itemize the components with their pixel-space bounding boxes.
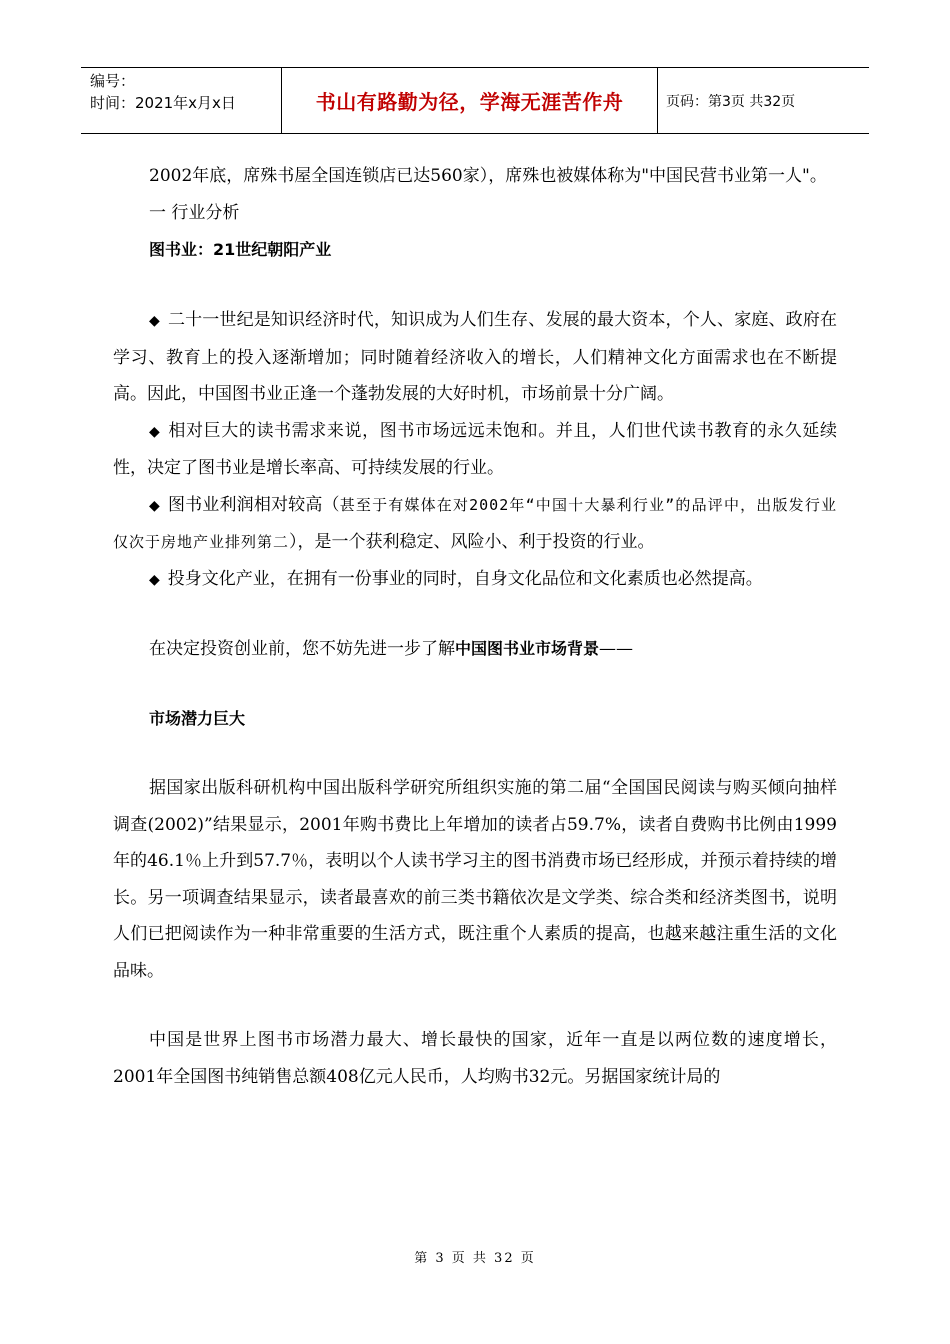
bullet-text-1: 二十一世纪是知识经济时代，知识成为人们生存、发展的最大资本，个人、家庭、政府在学习、教育上的投入逐渐增加；同时随着经济收入的增长，人们精神文化方面需求也在不断提高。因此，中国图书业正逢一个蓬勃发展的大好时机，市场前景十分广阔。 <box>113 310 837 404</box>
page-footer: 第 3 页 共 32 页 <box>414 1251 536 1266</box>
bullet-text-4: 投身文化产业，在拥有一份事业的同时，自身文化品位和文化素质也必然提高。 <box>167 568 763 589</box>
document-body <box>113 158 837 1095</box>
diamond-bullet-icon: ◆ <box>149 571 160 588</box>
lead-emphasis: 中国图书业市场背景 <box>455 639 600 658</box>
diamond-bullet-icon: ◆ <box>149 313 160 329</box>
header-meta <box>81 68 282 133</box>
subheading-industry: 图书业：21世纪朝阳产业 <box>149 240 332 259</box>
diamond-bullet-icon: ◆ <box>149 497 160 514</box>
bullet-paragraph-2 <box>113 413 837 487</box>
bullet-text-2: 相对巨大的读书需求来说，图书市场远远未饱和。并且，人们世代读书教育的永久延续性，决定了图书业是增长率高、可持续发展的行业。 <box>113 420 837 478</box>
diamond-bullet-icon: ◆ <box>149 423 161 440</box>
bullet-text-3b: 甚至于有媒体在对2002年“中国十大暴利行业”的品评中，出版发行业仅次于房地产业排列第二 <box>113 495 838 551</box>
header-motto: 书山有路勤为径，学海无涯苦作舟 <box>282 68 658 133</box>
paragraph-china-market: 中国是世界上图书市场潜力最大、增长最快的国家，近年一直是以两位数的速度增长，2001年全国图书纯销售总额408亿元人民币，人均购书32元。另据国家统计局的 <box>113 1030 837 1087</box>
paragraph-survey: 据国家出版科研机构中国出版科学研究所组织实施的第二届“全国国民阅读与购买倾向抽样调查(2002)”结果显示，2001年购书费比上年增加的读者占59.7%，读者自费购书比例由1999年的46.1％上升到57.7％，表明以个人读书学习主的图书消费市场已经形成，并预示着持续的增长。另一项调查结果显示，读者最喜欢的前三类书籍依次是文学类、综合类和经济类图书，说明人们已把阅读作为一种非常重要的生活方式，既注重个人素质的提高，也越来越注重生活的文化品味。 <box>113 778 837 981</box>
document-date: 时间：2021年x月x日 <box>90 94 236 112</box>
bullet-paragraph-3 <box>113 487 837 561</box>
header-page-info: 页码：第3页 共32页 <box>666 93 796 110</box>
bullet-paragraph-4 <box>113 561 837 599</box>
bullet-paragraph-1 <box>113 302 837 413</box>
lead-dash: —— <box>599 639 634 659</box>
bullet-text-3c: ），是一个获利稳定、风险小、利于投资的行业。 <box>289 532 655 552</box>
heading-market-potential: 市场潜力巨大 <box>149 708 246 728</box>
document-header <box>81 67 869 134</box>
section-heading: 一 行业分析 <box>149 202 240 223</box>
document-number-label: 编号： <box>90 72 136 90</box>
lead-paragraph <box>113 631 837 668</box>
lead-text: 在决定投资创业前，您不妨先进一步了解 <box>149 639 455 659</box>
paragraph-intro: 2002年底，席殊书屋全国连锁店已达560家），席殊也被媒体称为"中国民营书业第一人"。 <box>149 166 827 186</box>
bullet-text-3a: 图书业利润相对较高（ <box>167 494 340 515</box>
